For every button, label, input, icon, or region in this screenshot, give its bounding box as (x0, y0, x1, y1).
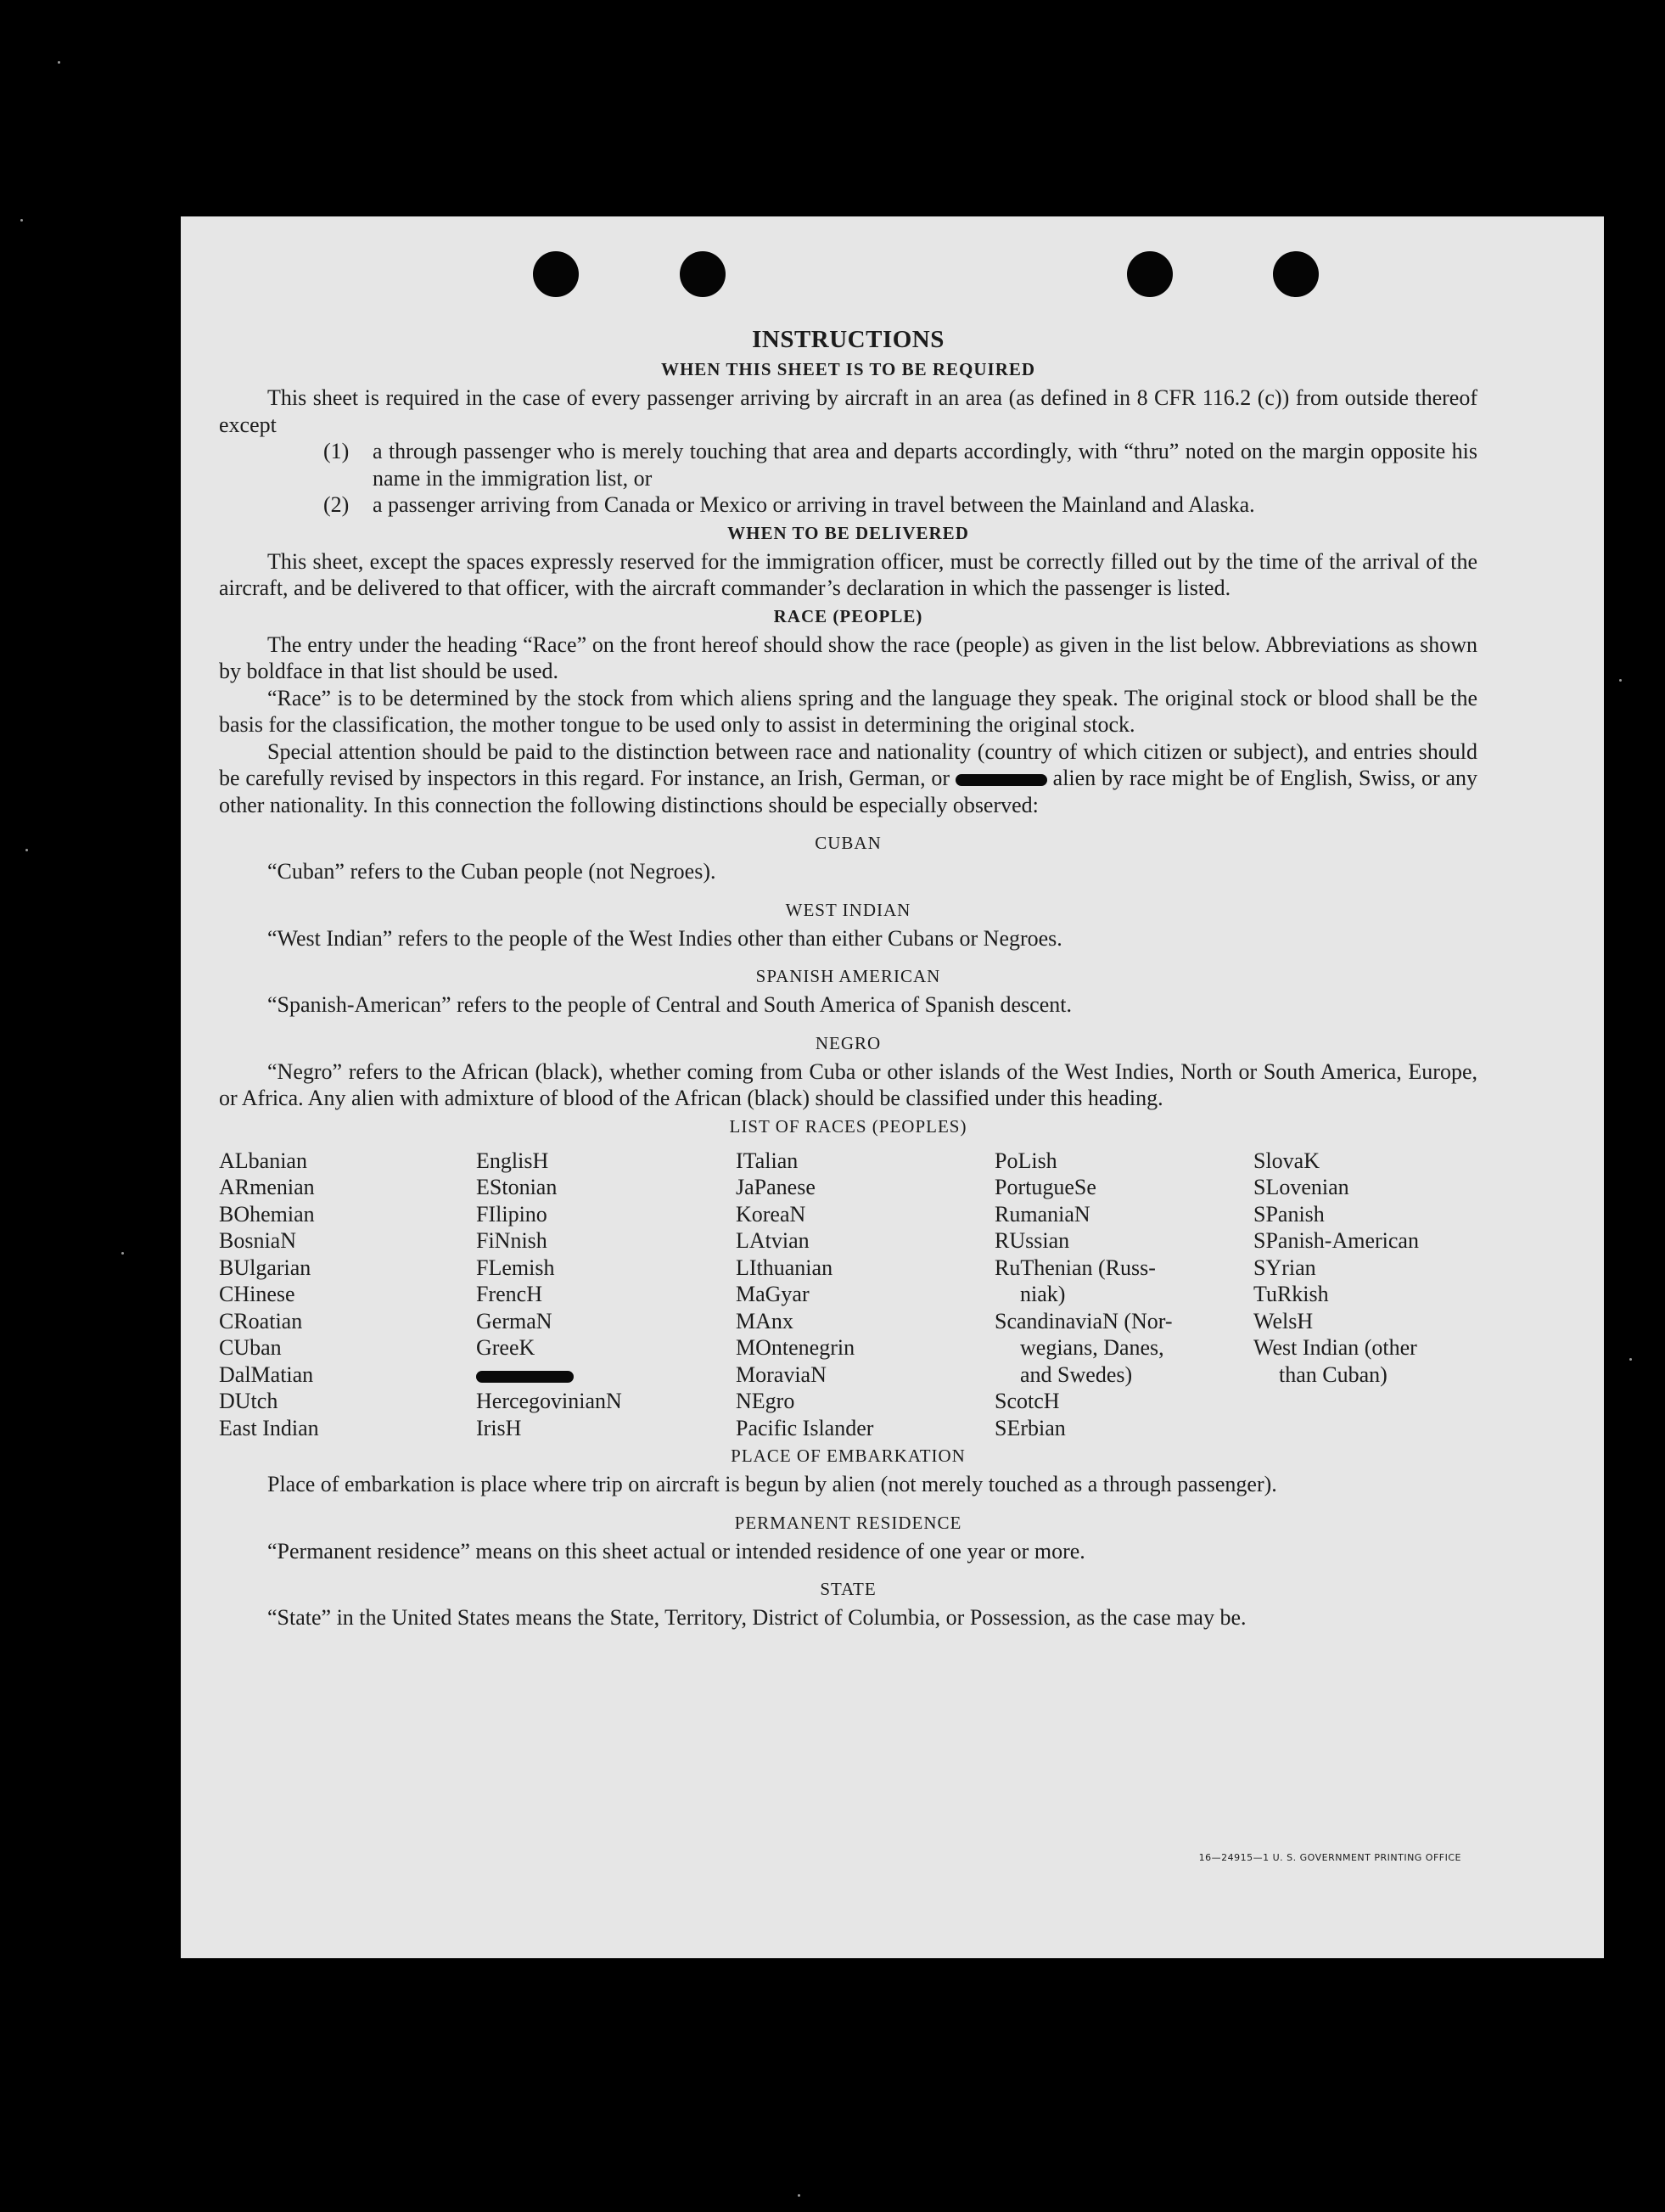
race-entry: SYrian (1253, 1255, 1316, 1280)
exception-item (219, 438, 1477, 491)
exception-text: a through passenger who is merely touching that area and departs accordingly, with “thru” noted on the margin opposite his name in the immigration list, or (373, 439, 1477, 491)
race-column-4 (995, 1148, 1253, 1442)
section-heading-list-of-races: LIST OF RACES (PEOPLES) (729, 1115, 967, 1137)
race-entry: LIthuanian (736, 1255, 833, 1280)
race-entry: NEgro (736, 1389, 795, 1413)
race-column-3 (736, 1148, 995, 1442)
race-column-2 (476, 1148, 736, 1442)
race-entry: EStonian (476, 1175, 558, 1199)
race-entry: East Indian (219, 1415, 319, 1440)
race-paragraph-3-start: Special attention should be paid to the distinction between race and nationality (country of which citizen or subject), and entries should be carefully revised by inspectors in this regard. For instance, an Irish, German, or (219, 738, 1477, 790)
race-entry: ARmenian (219, 1175, 315, 1199)
race-column-5 (1253, 1148, 1477, 1442)
race-entry: BosniaN (219, 1228, 296, 1253)
race-list (219, 1148, 1477, 1442)
section-heading-negro: NEGRO (815, 1032, 882, 1053)
race-entry: CRoatian (219, 1308, 303, 1333)
race-entry: ScotcH (995, 1389, 1060, 1413)
race-entry: SlovaK (1253, 1148, 1320, 1173)
race-entry: PortugueSe (995, 1175, 1096, 1199)
race-entry: DalMatian (219, 1361, 314, 1387)
cuban-text: “Cuban” refers to the Cuban people (not Negroes). (267, 859, 716, 884)
exception-text: a passenger arriving from Canada or Mexico or arriving in travel between the Mainland and Alaska. (373, 492, 1255, 517)
exception-number: (1) (323, 439, 350, 463)
instruction-sheet (181, 216, 1604, 1958)
race-entry-continuation: niak) (1020, 1282, 1066, 1306)
section-heading-when-required: WHEN THIS SHEET IS TO BE REQUIRED (660, 359, 1036, 379)
section-heading-west-indian: WEST INDIAN (785, 899, 911, 920)
race-entry: IrisH (476, 1415, 522, 1440)
race-entry: SErbian (995, 1415, 1066, 1440)
printing-office-note: 16—24915—1 U. S. GOVERNMENT PRINTING OFFICE (1198, 1852, 1461, 1863)
race-entry: JaPanese (736, 1175, 816, 1199)
race-entry: FLemish (476, 1255, 555, 1280)
spanish-american-text: “Spanish-American” refers to the people of Central and South America of Spanish descent. (267, 992, 1072, 1017)
section-heading-residence: PERMANENT RESIDENCE (734, 1512, 962, 1533)
race-entry: CUban (219, 1335, 282, 1360)
state-text: “State” in the United States means the State, Territory, District of Columbia, or Possession, as the case may be. (267, 1605, 1247, 1630)
race-entry: SLovenian (1253, 1175, 1349, 1199)
race-entry: Pacific Islander (736, 1415, 874, 1440)
race-entry: RumaniaN (995, 1201, 1090, 1227)
section-heading-embarkation: PLACE OF EMBARKATION (731, 1446, 966, 1466)
exception-number: (2) (323, 492, 350, 517)
race-entry: DUtch (219, 1389, 278, 1413)
race-entry: RUssian (995, 1228, 1070, 1253)
race-paragraph-3 (219, 738, 1477, 819)
race-entry: FiNnish (476, 1228, 547, 1253)
race-entry: KoreaN (736, 1201, 806, 1227)
section-heading-race: RACE (PEOPLE) (773, 605, 923, 626)
punch-hole (1273, 251, 1319, 297)
instructions-body (219, 324, 1477, 1631)
race-entry: SPanish-American (1253, 1228, 1419, 1253)
race-entry: CHinese (219, 1282, 295, 1306)
race-entry: BOhemian (219, 1201, 315, 1227)
section-heading-spanish-american: SPANISH AMERICAN (755, 966, 941, 986)
race-entry-continuation: and Swedes) (1020, 1361, 1133, 1387)
race-entry-redacted (476, 1361, 736, 1389)
punch-hole (533, 251, 579, 297)
race-entry: MOntenegrin (736, 1335, 855, 1360)
section-heading-cuban: CUBAN (815, 833, 882, 853)
race-entry: BUlgarian (219, 1255, 311, 1280)
race-entry-continuation: than Cuban) (1279, 1361, 1388, 1387)
race-entry: HercegovinianN (476, 1389, 622, 1413)
race-entry: ALbanian (219, 1148, 307, 1173)
negro-text: “Negro” refers to the African (black), whether coming from Cuba or other islands of the West Indies, North or South America, Europe, or Africa. Any alien with admixture of blood of the African (black) should be classified under this heading. (219, 1058, 1477, 1110)
race-entry: RuThenian (Russ- (995, 1255, 1156, 1280)
page-title: INSTRUCTIONS (752, 326, 945, 353)
race-entry: LAtvian (736, 1228, 810, 1253)
race-entry: PoLish (995, 1148, 1057, 1173)
race-paragraph-1: The entry under the heading “Race” on the front hereof should show the race (people) as given in the list below. Abbreviations as shown by boldface in that list should be used. (219, 632, 1477, 683)
race-entry: GreeK (476, 1335, 535, 1360)
redaction-mark (956, 774, 1047, 786)
punch-hole (680, 251, 726, 297)
punch-hole (1127, 251, 1173, 297)
race-entry: West Indian (other (1253, 1335, 1417, 1360)
race-entry-continuation: wegians, Danes, (1020, 1335, 1164, 1360)
race-entry: SPanish (1253, 1201, 1325, 1227)
race-entry: ITalian (736, 1148, 799, 1173)
exception-item (219, 491, 1477, 519)
race-entry: MoraviaN (736, 1361, 827, 1387)
race-paragraph-2: “Race” is to be determined by the stock from which aliens spring and the language they speak. The original stock or blood shall be the basis for the classification, the mother tongue to be used only to assist in determining the original stock. (219, 685, 1477, 737)
when-delivered-text: This sheet, except the spaces expressly reserved for the immigration officer, must be correctly filled out by the time of the arrival of the aircraft, and be delivered to that officer, with the aircraft commander’s declaration in which the passenger is listed. (219, 548, 1477, 600)
race-entry: GermaN (476, 1308, 552, 1333)
race-entry: ScandinaviaN (Nor- (995, 1308, 1173, 1333)
race-entry: FrencH (476, 1282, 542, 1306)
race-entry: TuRkish (1253, 1282, 1329, 1306)
when-required-intro: This sheet is required in the case of every passenger arriving by aircraft in an area (as defined in 8 CFR 116.2 (c)) from outside thereof except (219, 385, 1477, 437)
race-entry: WelsH (1253, 1308, 1314, 1333)
redaction-mark (476, 1371, 574, 1383)
race-column-1 (219, 1148, 476, 1442)
west-indian-text: “West Indian” refers to the people of the West Indies other than either Cubans or Negroes. (267, 925, 1062, 951)
section-heading-state: STATE (820, 1579, 877, 1599)
embarkation-text: Place of embarkation is place where trip on aircraft is begun by alien (not merely touched as a through passenger). (267, 1472, 1277, 1496)
section-heading-when-delivered: WHEN TO BE DELIVERED (727, 522, 969, 543)
race-entry: FIlipino (476, 1201, 547, 1227)
race-paragraph-3-end: alien by race might be of English, Swiss, or any other nationality. In this connection the following distinctions should be especially observed: (219, 766, 1477, 817)
race-entry: MAnx (736, 1308, 793, 1333)
race-entry: EnglisH (476, 1148, 549, 1173)
residence-text: “Permanent residence” means on this sheet actual or intended residence of one year or more. (267, 1538, 1085, 1564)
race-entry: MaGyar (736, 1282, 810, 1306)
